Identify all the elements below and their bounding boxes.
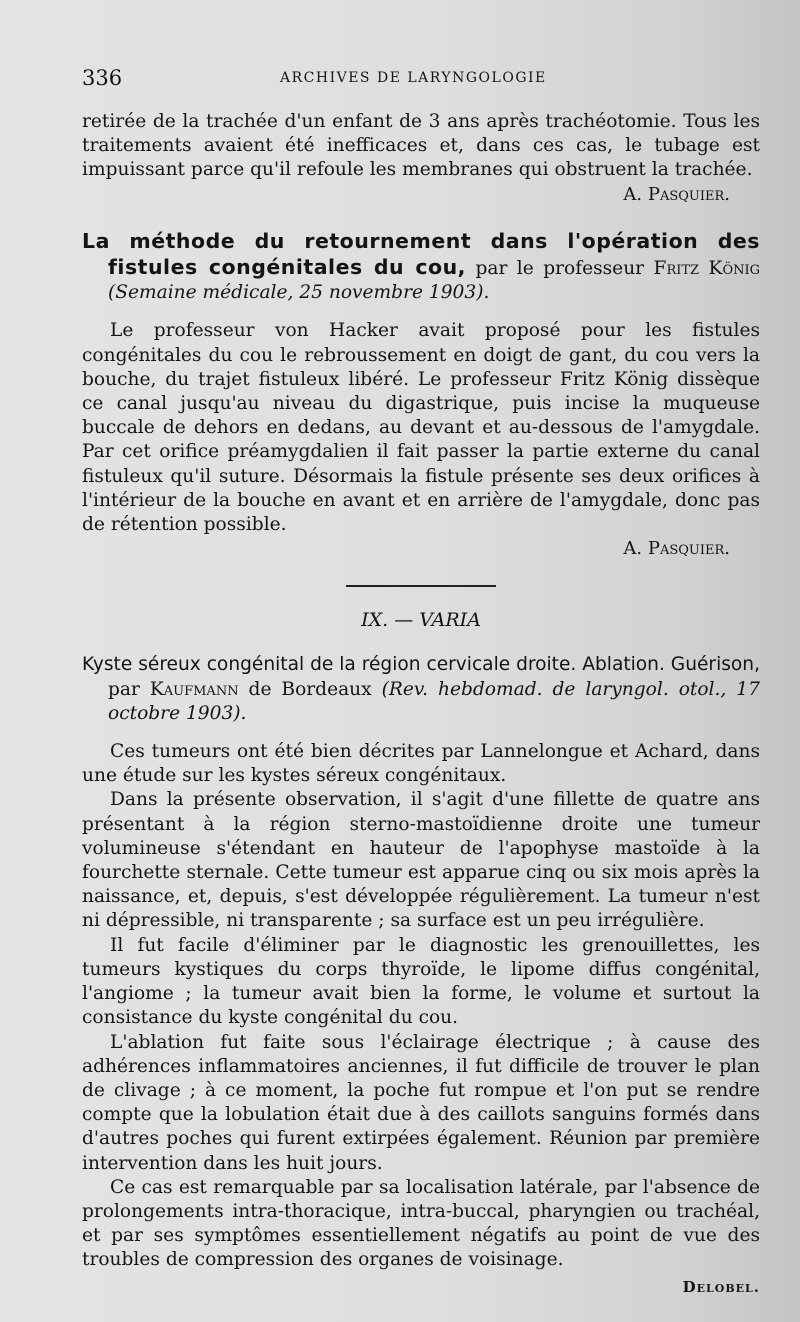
article-author: Kaufmann [149,678,239,700]
article-by: par le professeur [475,258,645,280]
paragraph: Dans la présente observation, il s'agit d'une fillette de quatre ans présentant à la région sterno-mastoïdienne droite une tumeur volumineuse s'étendant en hauteur de l'apophyse mastoïde à la fourchette sternale. Cette tumeur est apparue cinq ou six mois après la naissance, et, depuis, s'est développée régulièrement. La tumeur n'est ni dépressible, ni transparente ; sa surface est un peu irrégulière. [82,789,760,932]
journal-title: ARCHIVES DE LARYNGOLOGIE [280,70,547,86]
page-number: 336 [82,66,123,90]
paragraph: Il fut facile d'éliminer par le diagnostic les grenouillettes, les tumeurs kystiques du corps thyroïde, le lipome diffus congénital, l'angiome ; la tumeur avait bien la forme, le volume et surtout la consistance du kyste congénital du cou. [82,934,760,1029]
article-kyste [82,653,760,726]
article-paragraphs [82,740,760,1272]
article-title: Kyste séreux congénital de la région cervicale droite. Ablation. Guérison, [82,654,760,676]
article-continuation [82,110,760,207]
article-fistules [82,229,760,306]
paragraph: Ce cas est remarquable par sa localisation latérale, par l'absence de prolongements intra-thoracique, intra-buccal, pharyngien ou trachéal, et par ses symptômes essentiellement négatifs au point de vue des troubles de compression des organes de voisinage. [82,1176,760,1271]
signature-pasquier-2: A. Pasquier. [623,538,730,560]
section-divider [346,585,496,587]
paragraph: Ces tumeurs ont été bien décrites par Lannelongue et Achard, dans une étude sur les kystes séreux congénitaux. [82,741,760,787]
signature-delobel: Delobel. [682,1277,760,1296]
signature-pasquier-1: A. Pasquier. [623,183,730,205]
article-by: par [108,678,140,700]
article-heading [82,653,760,726]
article-body: Le professeur von Hacker avait proposé pour les fistules congénitales du cou le rebroussement en doigt de gant, du cou vers la bouche, du trajet fistuleux libéré. Le professeur Fritz König dissèque ce canal jusqu'au niveau du digastrique, puis incise la muqueuse buccale de dehors en dedans, au devant et au-dessous de l'amygdale. Par cet orifice préamygdalien il fait passer la partie externe du canal fistuleux qu'il suture. Désormais la fistule présente ses deux orifices à l'intérieur de la bouche en avant et en arrière de l'amygdale, donc pas de rétention possible. [82,320,760,536]
article-author: Fritz König [653,258,760,280]
running-head [82,0,760,110]
article-title: La méthode du retournement dans l'opération des fistules congénitales du cou, [82,228,760,280]
article-heading [82,229,760,306]
continuation-text: retirée de la trachée d'un enfant de 3 ans après trachéotomie. Tous les traitements avaient été inefficaces et, dans ces cas, le tubage est impuissant parce qu'il refoule les membranes qui obstruent la trachée. [82,111,760,181]
article-source: (Rev. hebdomad. de laryngol. otol., 17 octobre 1903). [108,678,760,724]
section-title: IX. — VARIA [361,609,481,632]
paragraph: L'ablation fut faite sous l'éclairage électrique ; à cause des adhérences inflammatoires anciennes, il fut difficile de trouver le plan de clivage ; à ce moment, la poche fut rompue et l'on put se rendre compte que la lobulation était due à des caillots sanguins formés dans d'autres poches qui furent extirpées également. Réunion par première intervention dans les huit jours. [82,1031,760,1174]
article-source: (Semaine médicale, 25 novembre 1903). [108,282,490,304]
article-author-place: de Bordeaux [248,678,372,700]
